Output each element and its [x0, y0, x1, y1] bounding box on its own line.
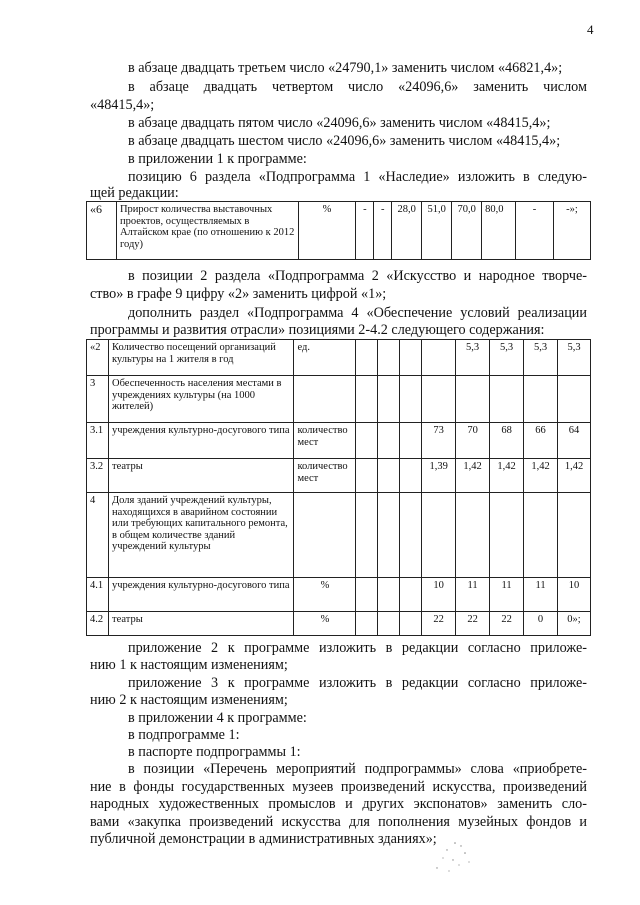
table-cell	[422, 493, 456, 578]
table-cell	[524, 376, 558, 423]
paragraph-line: нию 2 к настоящим изменениям;	[90, 692, 288, 708]
table-cell	[378, 423, 400, 459]
table-cell	[378, 459, 400, 493]
table-cell: 1,42	[490, 459, 524, 493]
table-cell: 1,42	[524, 459, 558, 493]
paragraph-line: в позиции «Перечень мероприятий подпрограммы» слова «приобрете-	[128, 761, 587, 777]
table-cell	[378, 493, 400, 578]
table-cell	[356, 459, 378, 493]
table-cell: ед.	[294, 340, 356, 376]
table-cell	[422, 376, 456, 423]
table-cell: 80,0	[482, 202, 516, 260]
table-cell	[294, 376, 356, 423]
table-row	[87, 459, 591, 493]
table-row	[87, 578, 591, 612]
paragraph-line: программы и развития отрасли» позициями 2-4.2 следующего содержания:	[90, 322, 545, 338]
table-cell: театры	[108, 612, 293, 636]
table-row	[87, 340, 591, 376]
table-cell: учреждения культурно-досугового типа	[108, 578, 293, 612]
table-cell: -»;	[553, 202, 590, 260]
table-cell	[356, 340, 378, 376]
table-cell: Прирост количества выставочных проектов, осуществляемых в Алтайском крае (по отношению к 2012 году)	[116, 202, 298, 260]
table-cell	[558, 493, 591, 578]
table-cell	[400, 459, 422, 493]
table-cell	[400, 376, 422, 423]
table-cell: 70	[456, 423, 490, 459]
table-cell: 22	[422, 612, 456, 636]
table-cell: Обеспеченность населения местами в учреждениях культуры (на 1000 жителей)	[108, 376, 293, 423]
paragraph-line: ние в фонды государственных музеев произведений искусства, произведений	[90, 779, 587, 795]
table-cell	[378, 376, 400, 423]
table-cell	[356, 493, 378, 578]
table-cell	[356, 612, 378, 636]
table-cell: 10	[558, 578, 591, 612]
paragraph-line: в абзаце двадцать четвертом число «24096,6» заменить числом	[128, 79, 587, 95]
table-cell	[378, 578, 400, 612]
table-cell: «6	[87, 202, 117, 260]
table-cell: -	[516, 202, 554, 260]
table-row	[87, 612, 591, 636]
table-cell: 4.2	[87, 612, 109, 636]
table-cell: 4	[87, 493, 109, 578]
paragraph-line: публичной демонстрации в административных зданиях»;	[90, 831, 437, 847]
table-cell: 3.1	[87, 423, 109, 459]
table-cell: 5,3	[524, 340, 558, 376]
paragraph-line: приложение 3 к программе изложить в редакции согласно приложе-	[128, 675, 587, 691]
paragraph-line: позицию 6 раздела «Подпрограмма 1 «Наследие» изложить в следую-	[128, 169, 587, 185]
table-cell	[422, 340, 456, 376]
table-cell: 66	[524, 423, 558, 459]
table-cell: 22	[490, 612, 524, 636]
table-cell	[294, 493, 356, 578]
table-cell: %	[298, 202, 356, 260]
table-cell: 0	[524, 612, 558, 636]
table-cell: Доля зданий учреждений культуры, находящихся в аварийном состоянии или требующих капитального ремонта, в общем количестве зданий учреждений культуры	[108, 493, 293, 578]
table-cell	[400, 423, 422, 459]
paragraph-line: щей редакции:	[90, 185, 179, 201]
table-cell: 0»;	[558, 612, 591, 636]
table-cell	[456, 376, 490, 423]
paragraph-line: в абзаце двадцать пятом число «24096,6» заменить числом «48415,4»;	[128, 115, 551, 131]
table-cell: -	[374, 202, 392, 260]
table-cell	[558, 376, 591, 423]
stamp-mark	[425, 838, 485, 878]
table-cell: 10	[422, 578, 456, 612]
table-cell: %	[294, 612, 356, 636]
paragraph-line: в приложении 1 к программе:	[128, 151, 307, 167]
paragraph-line: приложение 2 к программе изложить в редакции согласно приложе-	[128, 640, 587, 656]
table-cell	[456, 493, 490, 578]
table-cell: 11	[524, 578, 558, 612]
table-row	[87, 423, 591, 459]
table-cell: 5,3	[490, 340, 524, 376]
table-cell: 11	[456, 578, 490, 612]
table-cell: 11	[490, 578, 524, 612]
table-cell: 1,39	[422, 459, 456, 493]
paragraph-line: в позиции 2 раздела «Подпрограмма 2 «Искусство и народное творче-	[128, 268, 587, 284]
table-cell	[356, 376, 378, 423]
table-cell: 22	[456, 612, 490, 636]
table-cell	[400, 340, 422, 376]
paragraph-line: дополнить раздел «Подпрограмма 4 «Обеспечение условий реализации	[128, 305, 587, 321]
table-row	[87, 202, 591, 260]
table-cell	[490, 493, 524, 578]
paragraph-line: в подпрограмме 1:	[128, 727, 240, 743]
table-cell: 64	[558, 423, 591, 459]
table-cell: 4.1	[87, 578, 109, 612]
table-cell: 1,42	[456, 459, 490, 493]
page-number: 4	[587, 22, 594, 37]
paragraph-line: «48415,4»;	[90, 97, 155, 113]
table-position-6	[86, 201, 591, 260]
table-cell: театры	[108, 459, 293, 493]
table-row	[87, 493, 591, 578]
table-cell	[378, 612, 400, 636]
table-cell: 73	[422, 423, 456, 459]
table-row	[87, 376, 591, 423]
table-cell: Количество посещений организаций культуры на 1 жителя в год	[108, 340, 293, 376]
table-cell	[490, 376, 524, 423]
table-cell: 51,0	[422, 202, 452, 260]
table-cell	[400, 612, 422, 636]
table-cell	[356, 578, 378, 612]
table-cell: 68	[490, 423, 524, 459]
table-cell: 1,42	[558, 459, 591, 493]
table-cell: -	[356, 202, 374, 260]
table-cell: количество мест	[294, 459, 356, 493]
paragraph-line: нию 1 к настоящим изменениям;	[90, 657, 288, 673]
paragraph-line: в абзаце двадцать шестом число «24096,6» заменить числом «48415,4»;	[128, 133, 561, 149]
table-cell: 5,3	[456, 340, 490, 376]
table-cell	[378, 340, 400, 376]
paragraph-line: вами «закупка произведений искусства для пополнения музейных фондов и	[90, 814, 587, 830]
table-cell: 5,3	[558, 340, 591, 376]
table-cell: %	[294, 578, 356, 612]
paragraph-line: народных художественных промыслов и других экспонатов» заменить сло-	[90, 796, 587, 812]
paragraph-line: в приложении 4 к программе:	[128, 710, 307, 726]
paragraph-line: ство» в графе 9 цифру «2» заменить цифрой «1»;	[90, 286, 387, 302]
table-cell: 3.2	[87, 459, 109, 493]
table-cell: 70,0	[452, 202, 482, 260]
table-cell	[356, 423, 378, 459]
table-cell: «2	[87, 340, 109, 376]
table-cell: 3	[87, 376, 109, 423]
table-cell: учреждения культурно-досугового типа	[108, 423, 293, 459]
paragraph-line: в паспорте подпрограммы 1:	[128, 744, 301, 760]
table-cell: 28,0	[392, 202, 422, 260]
table-cell: количество мест	[294, 423, 356, 459]
table-cell	[524, 493, 558, 578]
paragraph-line: в абзаце двадцать третьем число «24790,1» заменить числом «46821,4»;	[128, 60, 563, 76]
table-cell	[400, 493, 422, 578]
table-positions-2-4-2	[86, 339, 591, 636]
table-cell	[400, 578, 422, 612]
